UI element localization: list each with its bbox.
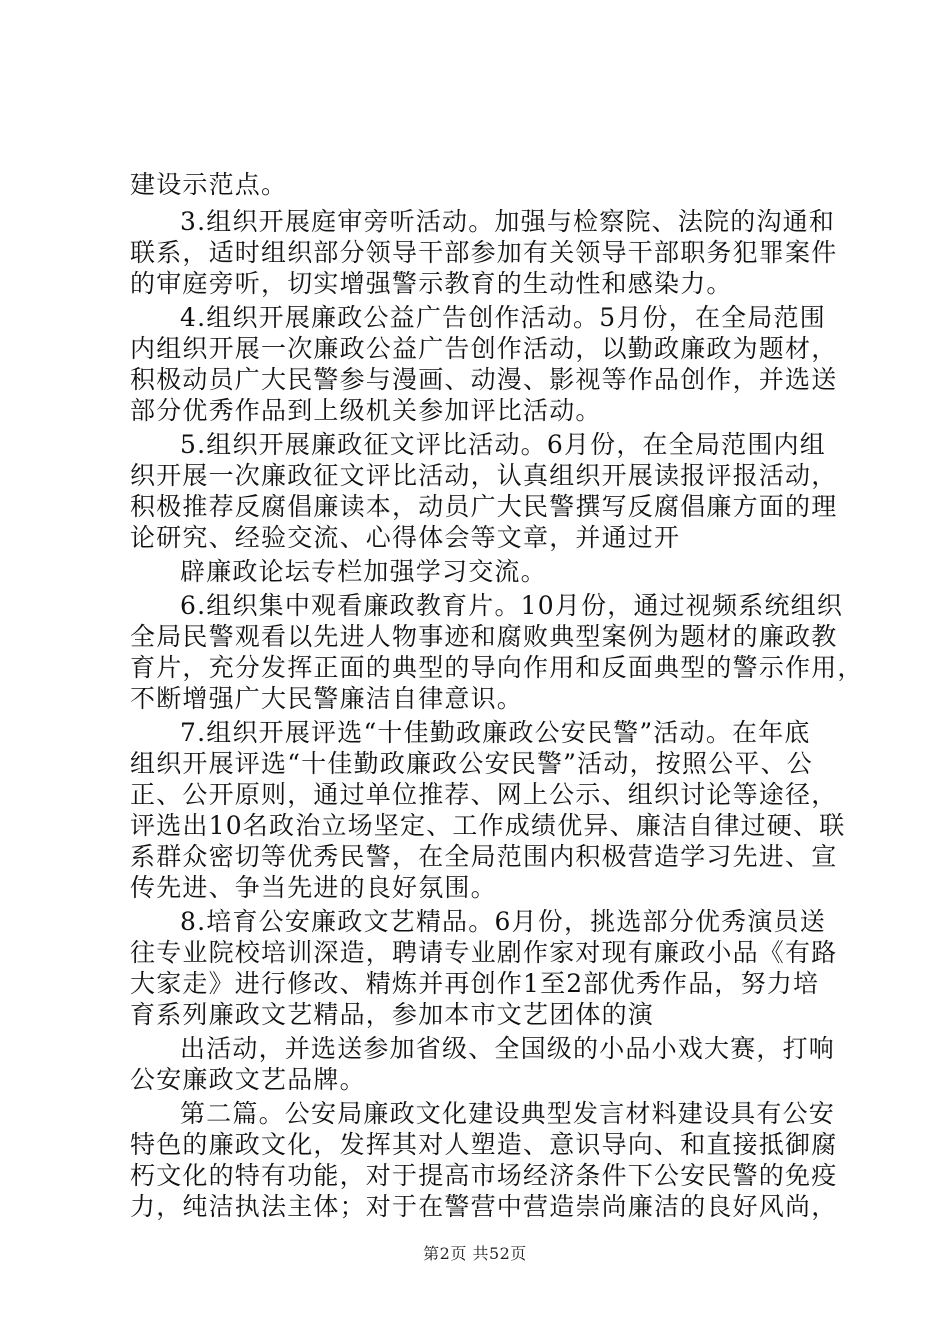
text-line: 评选出10名政治立场坚定、工作成绩优异、廉洁自律过硬、联 <box>130 811 846 840</box>
text-line: 织开展一次廉政征文评比活动，认真组织开展读报评报活动， <box>130 461 838 490</box>
text-line: 5.组织开展廉政征文评比活动。6月份，在全局范围内组 <box>180 430 826 459</box>
text-line: 组织开展评选“十佳勤政廉政公安民警”活动，按照公平、公 <box>130 749 813 778</box>
text-line: 公安廉政文艺品牌。 <box>130 1065 366 1094</box>
text-line: 全局民警观看以先进人物事迹和腐败典型案例为题材的廉政教 <box>130 622 838 651</box>
text-line: 不断增强广大民警廉洁自律意识。 <box>130 684 524 713</box>
text-line: 第二篇。公安局廉政文化建设典型发言材料建设具有公安 <box>180 1099 836 1128</box>
text-line: 朽文化的特有功能，对于提高市场经济条件下公安民警的免疫 <box>130 1161 838 1190</box>
text-line: 6.组织集中观看廉政教育片。10月份，通过视频系统组织 <box>180 591 844 620</box>
text-line: 联系，适时组织部分领导干部参加有关领导干部职务犯罪案件 <box>130 238 838 267</box>
text-line: 辟廉政论坛专栏加强学习交流。 <box>180 557 547 586</box>
page-number-footer: 第2页 共52页 <box>423 1244 527 1263</box>
text-line: 正、公开原则，通过单位推荐、网上公示、组织讨论等途径， <box>130 780 838 809</box>
text-line: 出活动，并选送参加省级、全国级的小品小戏大赛，打响 <box>180 1034 836 1063</box>
text-line: 3.组织开展庭审旁听活动。加强与检察院、法院的沟通和 <box>180 207 836 236</box>
text-line: 系群众密切等优秀民警，在全局范围内积极营造学习先进、宣 <box>130 842 838 871</box>
text-line: 7.组织开展评选“十佳勤政廉政公安民警”活动。在年底 <box>180 718 811 747</box>
text-line: 内组织开展一次廉政公益广告创作活动，以勤政廉政为题材， <box>130 334 838 363</box>
text-line: 往专业院校培训深造，聘请专业剧作家对现有廉政小品《有路 <box>130 938 838 967</box>
text-line: 的审庭旁听，切实增强警示教育的生动性和感染力。 <box>130 269 733 298</box>
text-line: 积极推荐反腐倡廉读本，动员广大民警撰写反腐倡廉方面的理 <box>130 492 838 521</box>
text-line: 4.组织开展廉政公益广告创作活动。5月份，在全局范围 <box>180 303 826 332</box>
text-line: 论研究、经验交流、心得体会等文章，并通过开 <box>130 523 681 552</box>
text-line: 力，纯洁执法主体；对于在警营中营造崇尚廉洁的良好风尚， <box>130 1192 838 1221</box>
text-line: 大家走》进行修改、精炼并再创作1至2部优秀作品，努力培 <box>130 969 820 998</box>
text-line: 育片，充分发挥正面的典型的导向作用和反面典型的警示作用， <box>130 653 864 682</box>
text-line: 建设示范点。 <box>130 170 288 199</box>
text-line: 积极动员广大民警参与漫画、动漫、影视等作品创作，并选送 <box>130 365 838 394</box>
text-line: 8.培育公安廉政文艺精品。6月份，挑选部分优秀演员送 <box>180 907 826 936</box>
text-line: 育系列廉政文艺精品，参加本市文艺团体的演 <box>130 1000 655 1029</box>
text-line: 特色的廉政文化，发挥其对人塑造、意识导向、和直接抵御腐 <box>130 1130 838 1159</box>
text-line: 部分优秀作品到上级机关参加评比活动。 <box>130 396 602 425</box>
text-line: 传先进、争当先进的良好氛围。 <box>130 873 497 902</box>
